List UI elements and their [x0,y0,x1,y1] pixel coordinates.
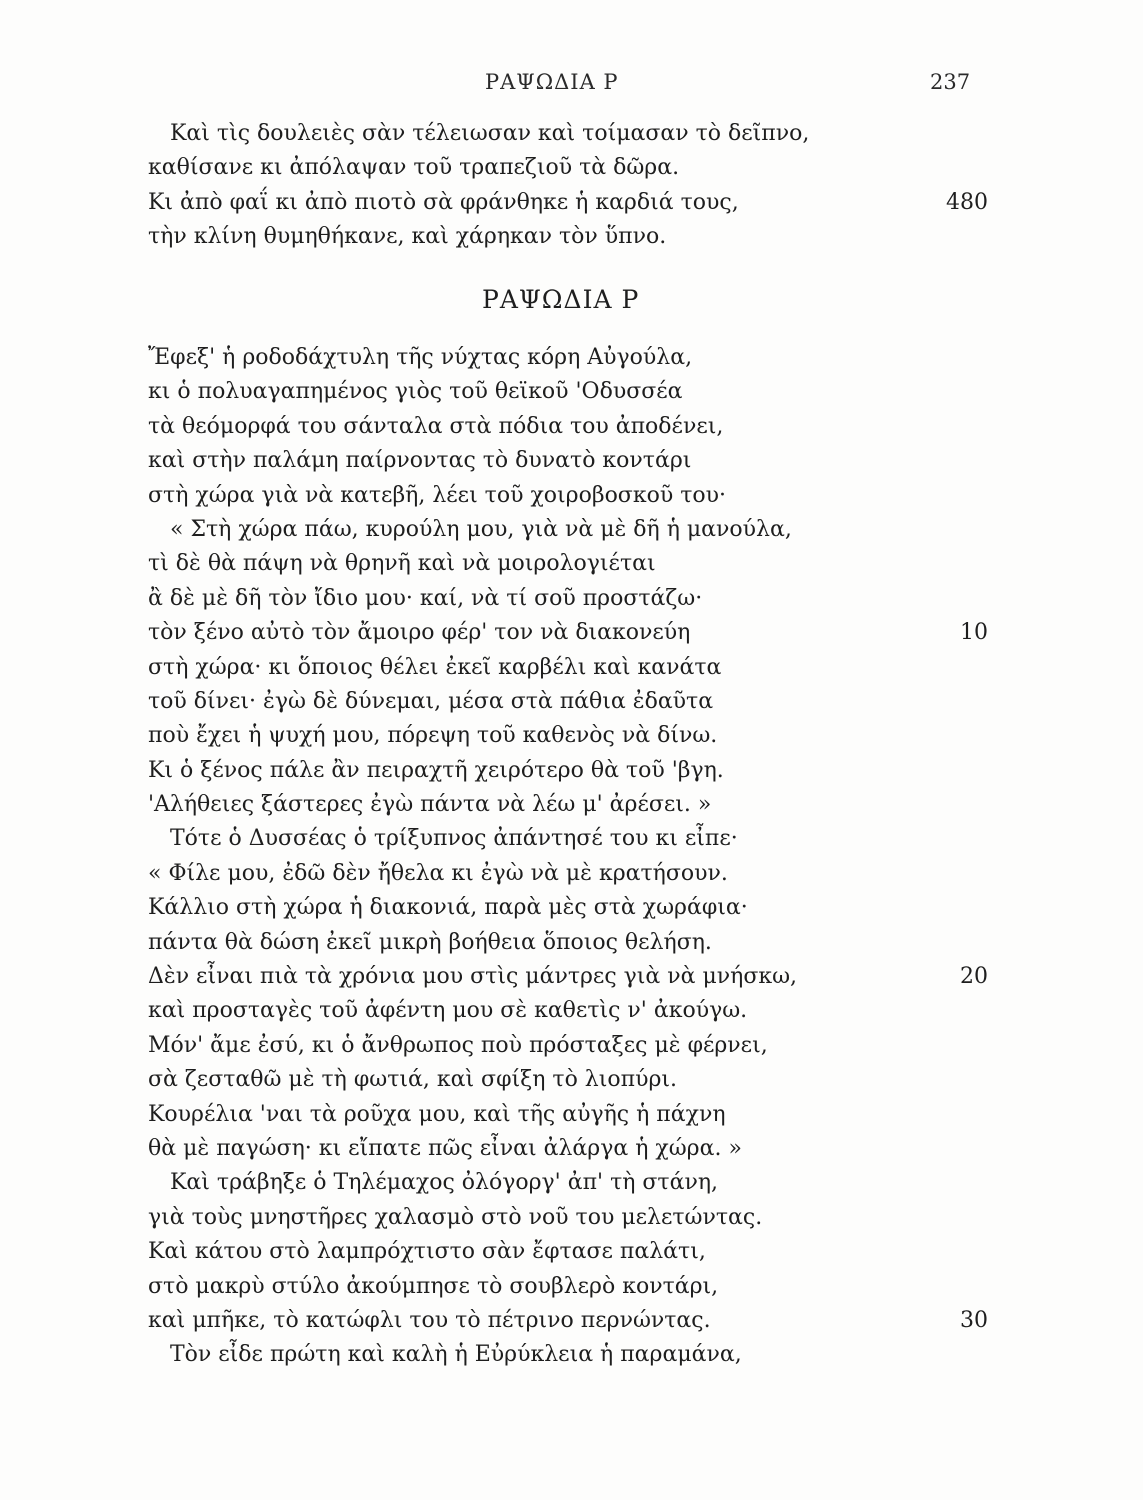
chapter-title: ΡΑΨΩΔΙΑ Ρ [482,285,640,314]
verse-line [148,994,988,1028]
verse-text: καὶ στὴν παλάμη παίρνοντας τὸ δυνατὸ κοντάρι [148,448,692,474]
verse-line [148,1063,988,1097]
verse-text: πάντα θὰ δώση ἐκεῖ μικρὴ βοήθεια ὅποιος θελήση. [148,929,712,955]
verse-text: τοῦ δίνει· ἐγὼ δὲ δύνεμαι, μέσα στὰ πάθια ἐδαῦτα [148,688,714,714]
verse-text: στὸ μακρὺ στύλο ἀκούμπησε τὸ σουβλερὸ κοντάρι, [148,1273,719,1299]
verse-text: Κουρέλια 'ναι τὰ ροῦχα μου, καὶ τῆς αὐγῆς ἡ πάχνη [148,1101,726,1127]
verse-text: ἂ δὲ μὲ δῆ τὸν ἴδιο μου· καί, νὰ τί σοῦ προστάζω· [148,585,703,611]
verse-text: Δὲν εἶναι πιὰ τὰ χρόνια μου στὶς μάντρες γιὰ νὰ μνήσκω, [148,964,798,990]
verse-line [148,1270,988,1304]
verse-line [148,341,988,375]
verse-line [148,186,988,220]
verse-line [148,1304,988,1338]
line-number: 480 [946,189,988,215]
verse-line [148,1201,988,1235]
verse-text: Κι ὁ ξένος πάλε ἂν πειραχτῆ χειρότερο θὰ τοῦ 'βγη. [148,757,724,783]
verse-line [148,960,988,994]
line-number: 10 [960,620,988,646]
verse-text: Ἔφεξ' ἡ ροδοδάχτυλη τῆς νύχτας κόρη Αὐγούλα, [148,345,693,370]
verse-text: τὶ δὲ θὰ πάψη νὰ θρηνῆ καὶ νὰ μοιρολογιέται [148,551,656,577]
verse-text: καθίσανε κι ἀπόλαψαν τοῦ τραπεζιοῦ τὰ δῶρα. [148,155,680,181]
verse-text: « Στὴ χώρα πάω, κυρούλη μου, γιὰ νὰ μὲ δῆ ἡ μανούλα, [170,516,792,542]
verse-text: Καὶ τὶς δουλειὲς σὰν τέλειωσαν καὶ τοίμασαν τὸ δεῖπνο, [170,121,810,146]
verse-text: θὰ μὲ παγώση· κι εἴπατε πῶς εἶναι ἀλάργα ἡ χώρα. » [148,1135,742,1161]
verse-block-book-17 [148,341,988,1373]
verse-line [148,479,988,513]
running-head: ΡΑΨΩΔΙΑ Ρ [485,70,619,94]
verse-text: Κάλλιο στὴ χώρα ἡ διακονιά, παρὰ μὲς στὰ χωράφια· [148,895,748,921]
verse-line [148,1338,988,1372]
verse-line [148,444,988,478]
verse-text: 'Αλήθειες ξάστερες ἐγὼ πάντα νὰ λέω μ' ἀρέσει. » [148,792,712,818]
verse-line [148,375,988,409]
verse-text: γιὰ τοὺς μνηστῆρες χαλασμὸ στὸ νοῦ του μελετώντας. [148,1204,763,1230]
line-number: 20 [960,964,988,990]
verse-text: στὴ χώρα γιὰ νὰ κατεβῆ, λέει τοῦ χοιροβοσκοῦ του· [148,482,726,508]
verse-line [148,1132,988,1166]
verse-text: « Φίλε μου, ἐδῶ δὲν ἤθελα κι ἐγὼ νὰ μὲ κρατήσουν. [148,860,728,886]
verse-line [148,719,988,753]
verse-line [148,891,988,925]
verse-text: Μόν' ἄμε ἐσύ, κι ὁ ἄνθρωπος ποὺ πρόσταξες μὲ φέρνει, [148,1032,768,1058]
verse-line [148,582,988,616]
verse-text: Καὶ κάτου στὸ λαμπρόχτιστο σὰν ἔφτασε παλάτι, [148,1239,706,1265]
verse-block-previous-book [148,117,988,255]
verse-line [148,926,988,960]
verse-line [148,616,988,650]
verse-text: Καὶ τράβηξε ὁ Τηλέμαχος ὀλόγοργ' ἀπ' τὴ στάνη, [170,1170,719,1196]
verse-text: σὰ ζεσταθῶ μὲ τὴ φωτιά, καὶ σφίξη τὸ λιοπύρι. [148,1067,678,1093]
verse-line [148,1029,988,1063]
verse-line [148,1166,988,1200]
verse-line [148,754,988,788]
verse-text: τὴν κλίνη θυμηθήκανε, καὶ χάρηκαν τὸν ὕπνο. [148,224,667,250]
verse-text: Τὸν εἶδε πρώτη καὶ καλὴ ἡ Εὐρύκλεια ἡ παραμάνα, [170,1342,742,1368]
verse-text: τὸν ξένο αὐτὸ τὸν ἄμοιρο φέρ' τον νὰ διακονεύη [148,620,691,646]
verse-line [148,651,988,685]
verse-text: καὶ προσταγὲς τοῦ ἀφέντη μου σὲ καθετὶς ν' ἀκούγω. [148,998,748,1024]
verse-text: Κι ἀπὸ φαΐ κι ἀπὸ πιοτὸ σὰ φράνθηκε ἡ καρδιά τους, [148,189,739,215]
verse-text: ποὺ ἔχει ἡ ψυχή μου, πόρεψη τοῦ καθενὸς νὰ δίνω. [148,723,718,749]
verse-line [148,117,988,151]
line-number: 30 [960,1307,988,1333]
verse-text: Τότε ὁ Δυσσέας ὁ τρίξυπνος ἀπάντησέ του κι εἶπε· [170,826,738,852]
verse-line [148,822,988,856]
verse-line [148,410,988,444]
verse-line [148,857,988,891]
verse-line [148,788,988,822]
page-number: 237 [930,70,971,94]
verse-line [148,1098,988,1132]
verse-line [148,547,988,581]
verse-line [148,220,988,254]
verse-text: στὴ χώρα· κι ὅποιος θέλει ἐκεῖ καρβέλι καὶ κανάτα [148,654,722,680]
verse-line [148,1235,988,1269]
verse-line [148,513,988,547]
verse-text: κι ὁ πολυαγαπημένος γιὸς τοῦ θεϊκοῦ 'Οδυσσέα [148,379,683,405]
verse-text: τὰ θεόμορφά του σάνταλα στὰ πόδια του ἀποδένει, [148,413,724,439]
verse-line [148,151,988,185]
verse-text: καὶ μπῆκε, τὸ κατώφλι του τὸ πέτρινο περνώντας. [148,1307,711,1333]
verse-line [148,685,988,719]
